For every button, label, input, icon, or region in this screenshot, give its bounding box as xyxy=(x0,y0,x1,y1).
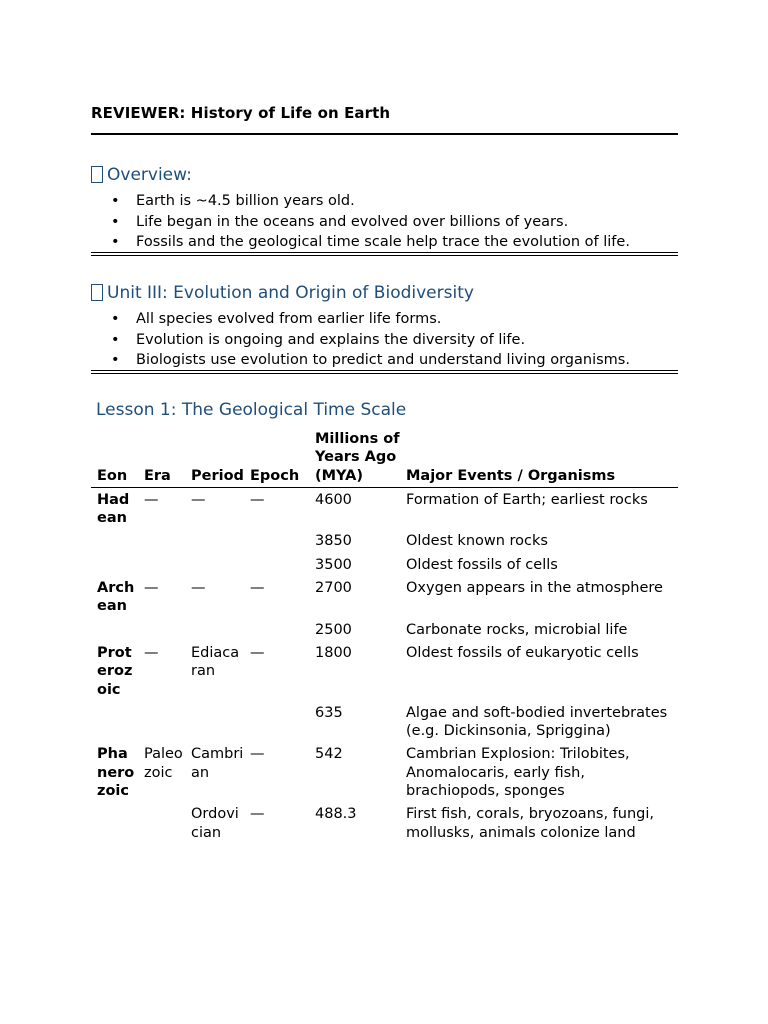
table-row xyxy=(91,576,678,618)
epoch-cell: — xyxy=(250,491,265,508)
lesson-heading: Lesson 1: The Geological Time Scale xyxy=(96,400,407,420)
list-item: • Life began in the oceans and evolved over billions of years. xyxy=(91,212,630,233)
period-cell: Cambrian xyxy=(191,746,244,781)
list-item: • All species evolved from earlier life forms. xyxy=(91,309,630,330)
eon-cell: Phanerozoic xyxy=(97,746,135,800)
list-item: • Fossils and the geological time scale help trace the evolution of life. xyxy=(91,232,630,253)
table-row xyxy=(91,802,678,844)
overview-heading xyxy=(91,165,192,185)
table-row xyxy=(91,641,678,701)
mya-cell: 542 xyxy=(315,746,343,763)
epoch-cell xyxy=(244,553,309,576)
events-cell: Oxygen appears in the atmosphere xyxy=(406,580,663,597)
period-cell: Ordovician xyxy=(191,806,239,841)
era-cell xyxy=(138,529,185,552)
unit-list xyxy=(91,309,630,371)
table-row xyxy=(91,529,678,552)
table-header-row xyxy=(91,428,678,487)
eon-cell xyxy=(91,618,138,641)
title-rule xyxy=(91,133,678,135)
events-cell: Oldest fossils of cells xyxy=(406,556,558,573)
geological-time-table xyxy=(91,428,678,844)
period-cell xyxy=(185,529,244,552)
period-cell xyxy=(185,701,244,743)
table-row xyxy=(91,742,678,802)
eon-cell: Hadean xyxy=(97,491,130,527)
eon-cell xyxy=(91,553,138,576)
era-cell: — xyxy=(144,580,159,597)
mya-cell: 2500 xyxy=(315,621,352,638)
events-cell: Cambrian Explosion: Trilobites, Anomalocaris, early fish, brachiopods, sponges xyxy=(406,746,630,800)
overview-list xyxy=(91,191,630,253)
mya-cell: 3500 xyxy=(315,556,352,573)
list-item: • Biologists use evolution to predict and understand living organisms. xyxy=(91,350,630,371)
period-cell: — xyxy=(191,491,206,508)
epoch-cell: — xyxy=(250,644,265,661)
missing-glyph-icon xyxy=(91,166,103,183)
table-row xyxy=(91,701,678,743)
column-header: Millions of Years Ago (MYA) xyxy=(309,428,400,487)
table-row xyxy=(91,553,678,576)
events-cell: Oldest known rocks xyxy=(406,533,548,550)
events-cell: Carbonate rocks, microbial life xyxy=(406,621,628,638)
mya-cell: 4600 xyxy=(315,491,352,508)
mya-cell: 2700 xyxy=(315,580,352,597)
eon-cell: Proterozoic xyxy=(97,644,133,698)
period-cell: — xyxy=(191,580,206,597)
era-cell: — xyxy=(144,491,159,508)
epoch-cell: — xyxy=(250,746,265,763)
missing-glyph-icon xyxy=(91,284,103,301)
eon-cell: Archean xyxy=(97,580,135,615)
column-header: Era xyxy=(138,428,185,487)
section-divider xyxy=(91,252,678,256)
eon-cell xyxy=(91,529,138,552)
eon-cell xyxy=(91,701,138,743)
era-cell xyxy=(138,618,185,641)
mya-cell: 635 xyxy=(315,704,343,721)
overview-heading-text: Overview: xyxy=(107,165,192,185)
period-cell xyxy=(185,618,244,641)
column-header: Epoch xyxy=(244,428,309,487)
mya-cell: 1800 xyxy=(315,644,352,661)
epoch-cell xyxy=(244,529,309,552)
mya-cell: 3850 xyxy=(315,533,352,550)
events-cell: Formation of Earth; earliest rocks xyxy=(406,491,648,508)
section-divider xyxy=(91,370,678,374)
list-item: • Evolution is ongoing and explains the diversity of life. xyxy=(91,330,630,351)
period-cell xyxy=(185,553,244,576)
events-cell: Oldest fossils of eukaryotic cells xyxy=(406,644,639,661)
period-cell: Ediacaran xyxy=(191,644,240,680)
unit-heading xyxy=(91,283,474,303)
eon-cell xyxy=(91,802,138,844)
era-cell xyxy=(138,701,185,743)
era-cell: Paleozoic xyxy=(144,746,183,781)
column-header: Eon xyxy=(91,428,138,487)
document-title: REVIEWER: History of Life on Earth xyxy=(91,104,391,122)
era-cell xyxy=(138,553,185,576)
unit-heading-text: Unit III: Evolution and Origin of Biodiversity xyxy=(107,283,474,303)
epoch-cell xyxy=(244,618,309,641)
column-header: Period xyxy=(185,428,244,487)
epoch-cell: — xyxy=(250,806,265,823)
list-item: • Earth is ~4.5 billion years old. xyxy=(91,191,630,212)
era-cell: — xyxy=(144,644,159,661)
mya-cell: 488.3 xyxy=(315,806,357,823)
table-row xyxy=(91,487,678,529)
events-cell: First fish, corals, bryozoans, fungi, mollusks, animals colonize land xyxy=(406,806,654,841)
epoch-cell xyxy=(244,701,309,743)
column-header: Major Events / Organisms xyxy=(400,428,678,487)
epoch-cell: — xyxy=(250,580,265,597)
era-cell xyxy=(138,802,185,844)
events-cell: Algae and soft-bodied invertebrates (e.g. Dickinsonia, Spriggina) xyxy=(406,704,668,740)
table-row xyxy=(91,618,678,641)
